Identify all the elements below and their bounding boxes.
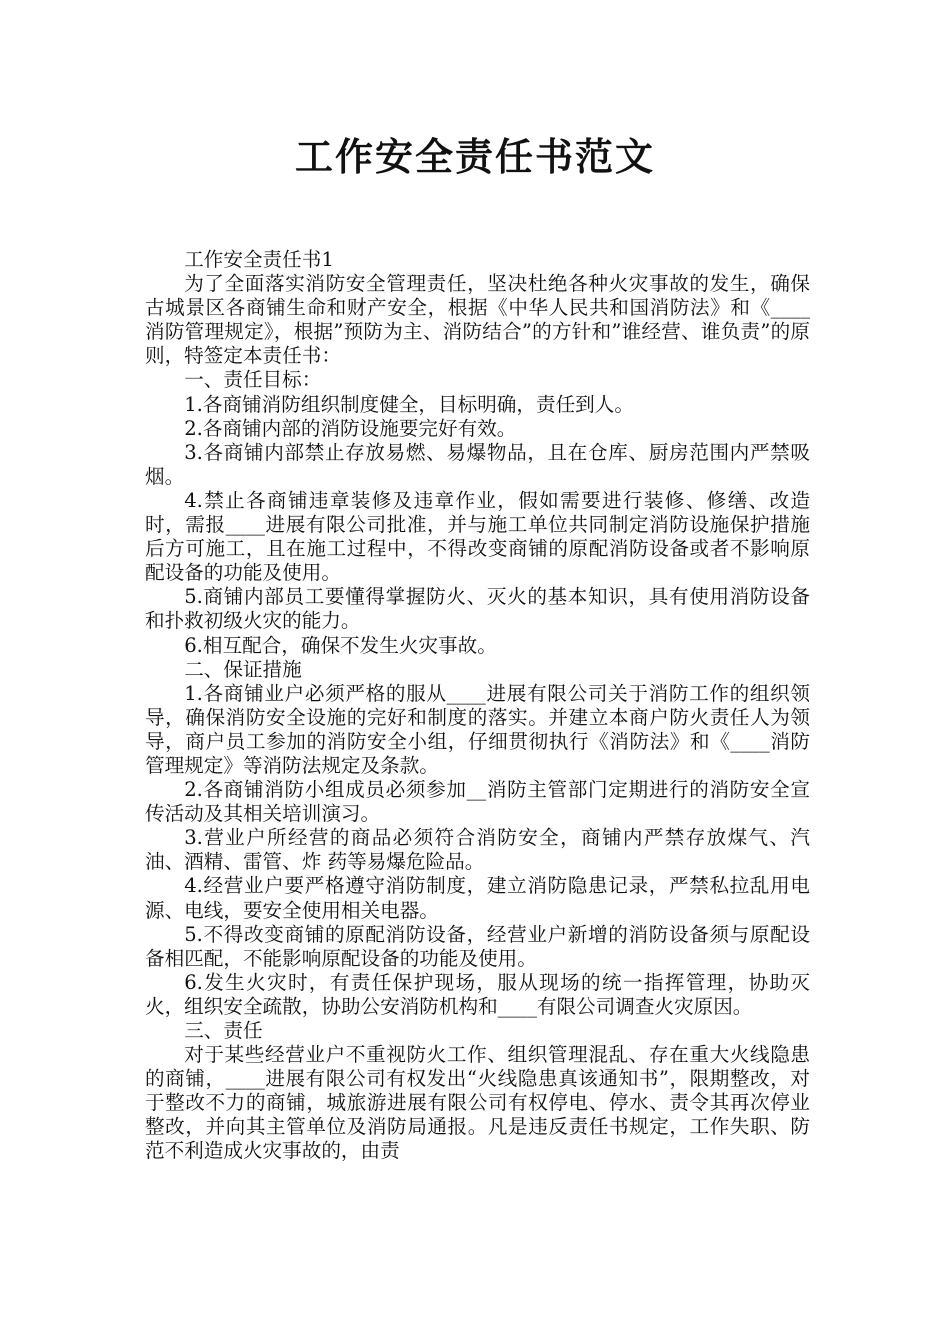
list-item: 4.经营业户要严格遵守消防制度，建立消防隐患记录，严禁私拉乱用电源、电线，要安全使用相关电器。 (145, 874, 810, 922)
paragraph: 为了全面落实消防安全管理责任，坚决杜绝各种火灾事故的发生，确保古城景区各商铺生命和财产安全，根据《中华人民共和国消防法》和《____消防管理规定》，根据”预防为主、消防结合”的方针和”谁经营、谁负责”的原则，特签定本责任书： (145, 272, 810, 368)
section-heading: 三、责任 (184, 1019, 263, 1042)
list-item: 2.各商铺消防小组成员必须参加__消防主管部门定期进行的消防安全宣传活动及其相关培训演习。 (145, 778, 810, 826)
section-heading: 二、保证措施 (184, 657, 302, 681)
section-heading: 一、责任目标： (184, 368, 322, 392)
list-item: 6.相互配合，确保不发生火灾事故。 (184, 633, 497, 657)
list-item: 1.各商铺业户必须严格的服从____进展有限公司关于消防工作的组织领导，确保消防安全设施的完好和制度的落实。并建立本商户防火责任人为领导，商户员工参加的消防安全小组，仔细贯彻执行《消防法》和《____消防管理规定》等消防法规定及条款。 (145, 681, 810, 777)
document-title: 工作安全责任书范文 (294, 135, 655, 179)
list-item: 5.商铺内部员工要懂得掌握防火、灭火的基本知识，具有使用消防设备和扑救初级火灾的能力。 (145, 585, 810, 633)
document-body (145, 248, 810, 1164)
list-item: 3.各商铺内部禁止存放易燃、易爆物品，且在仓库、厨房范围内严禁吸烟。 (145, 440, 810, 488)
list-item: 4.禁止各商铺违章装修及违章作业，假如需要进行装修、修缮、改造时，需报____进展有限公司批准，并与施工单位共同制定消防设施保护措施后方可施工，且在施工过程中，不得改变商铺的原配消防设备或者不影响原配设备的功能及使用。 (145, 488, 810, 585)
list-item: 6.发生火灾时，有责任保护现场，服从现场的统一指挥管理，协助灭火，组织安全疏散，协助公安消防机构和____有限公司调查火灾原因。 (145, 970, 810, 1018)
section-heading: 工作安全责任书1 (184, 248, 334, 271)
paragraph: 对于某些经营业户不重视防火工作、组织管理混乱、存在重大火线隐患的商铺，____进展有限公司有权发出“火线隐患真该通知书”，限期整改，对于整改不力的商铺，城旅游进展有限公司有权停电、停水、责令其再次停业整改，并向其主管单位及消防局通报。凡是违反责任书规定，工作失职、防范不利造成火灾事故的，由责 (145, 1043, 810, 1163)
list-item: 3.营业户所经营的商品必须符合消防安全，商铺内严禁存放煤气、汽油、酒精、雷管、炸 药等易爆危险品。 (145, 826, 810, 874)
list-item: 5.不得改变商铺的原配消防设备，经营业户新增的消防设备须与原配设备相匹配，不能影响原配设备的功能及使用。 (145, 922, 810, 970)
list-item: 1.各商铺消防组织制度健全，目标明确，责任到人。 (184, 392, 634, 416)
list-item: 2.各商铺内部的消防设施要完好有效。 (184, 416, 517, 440)
